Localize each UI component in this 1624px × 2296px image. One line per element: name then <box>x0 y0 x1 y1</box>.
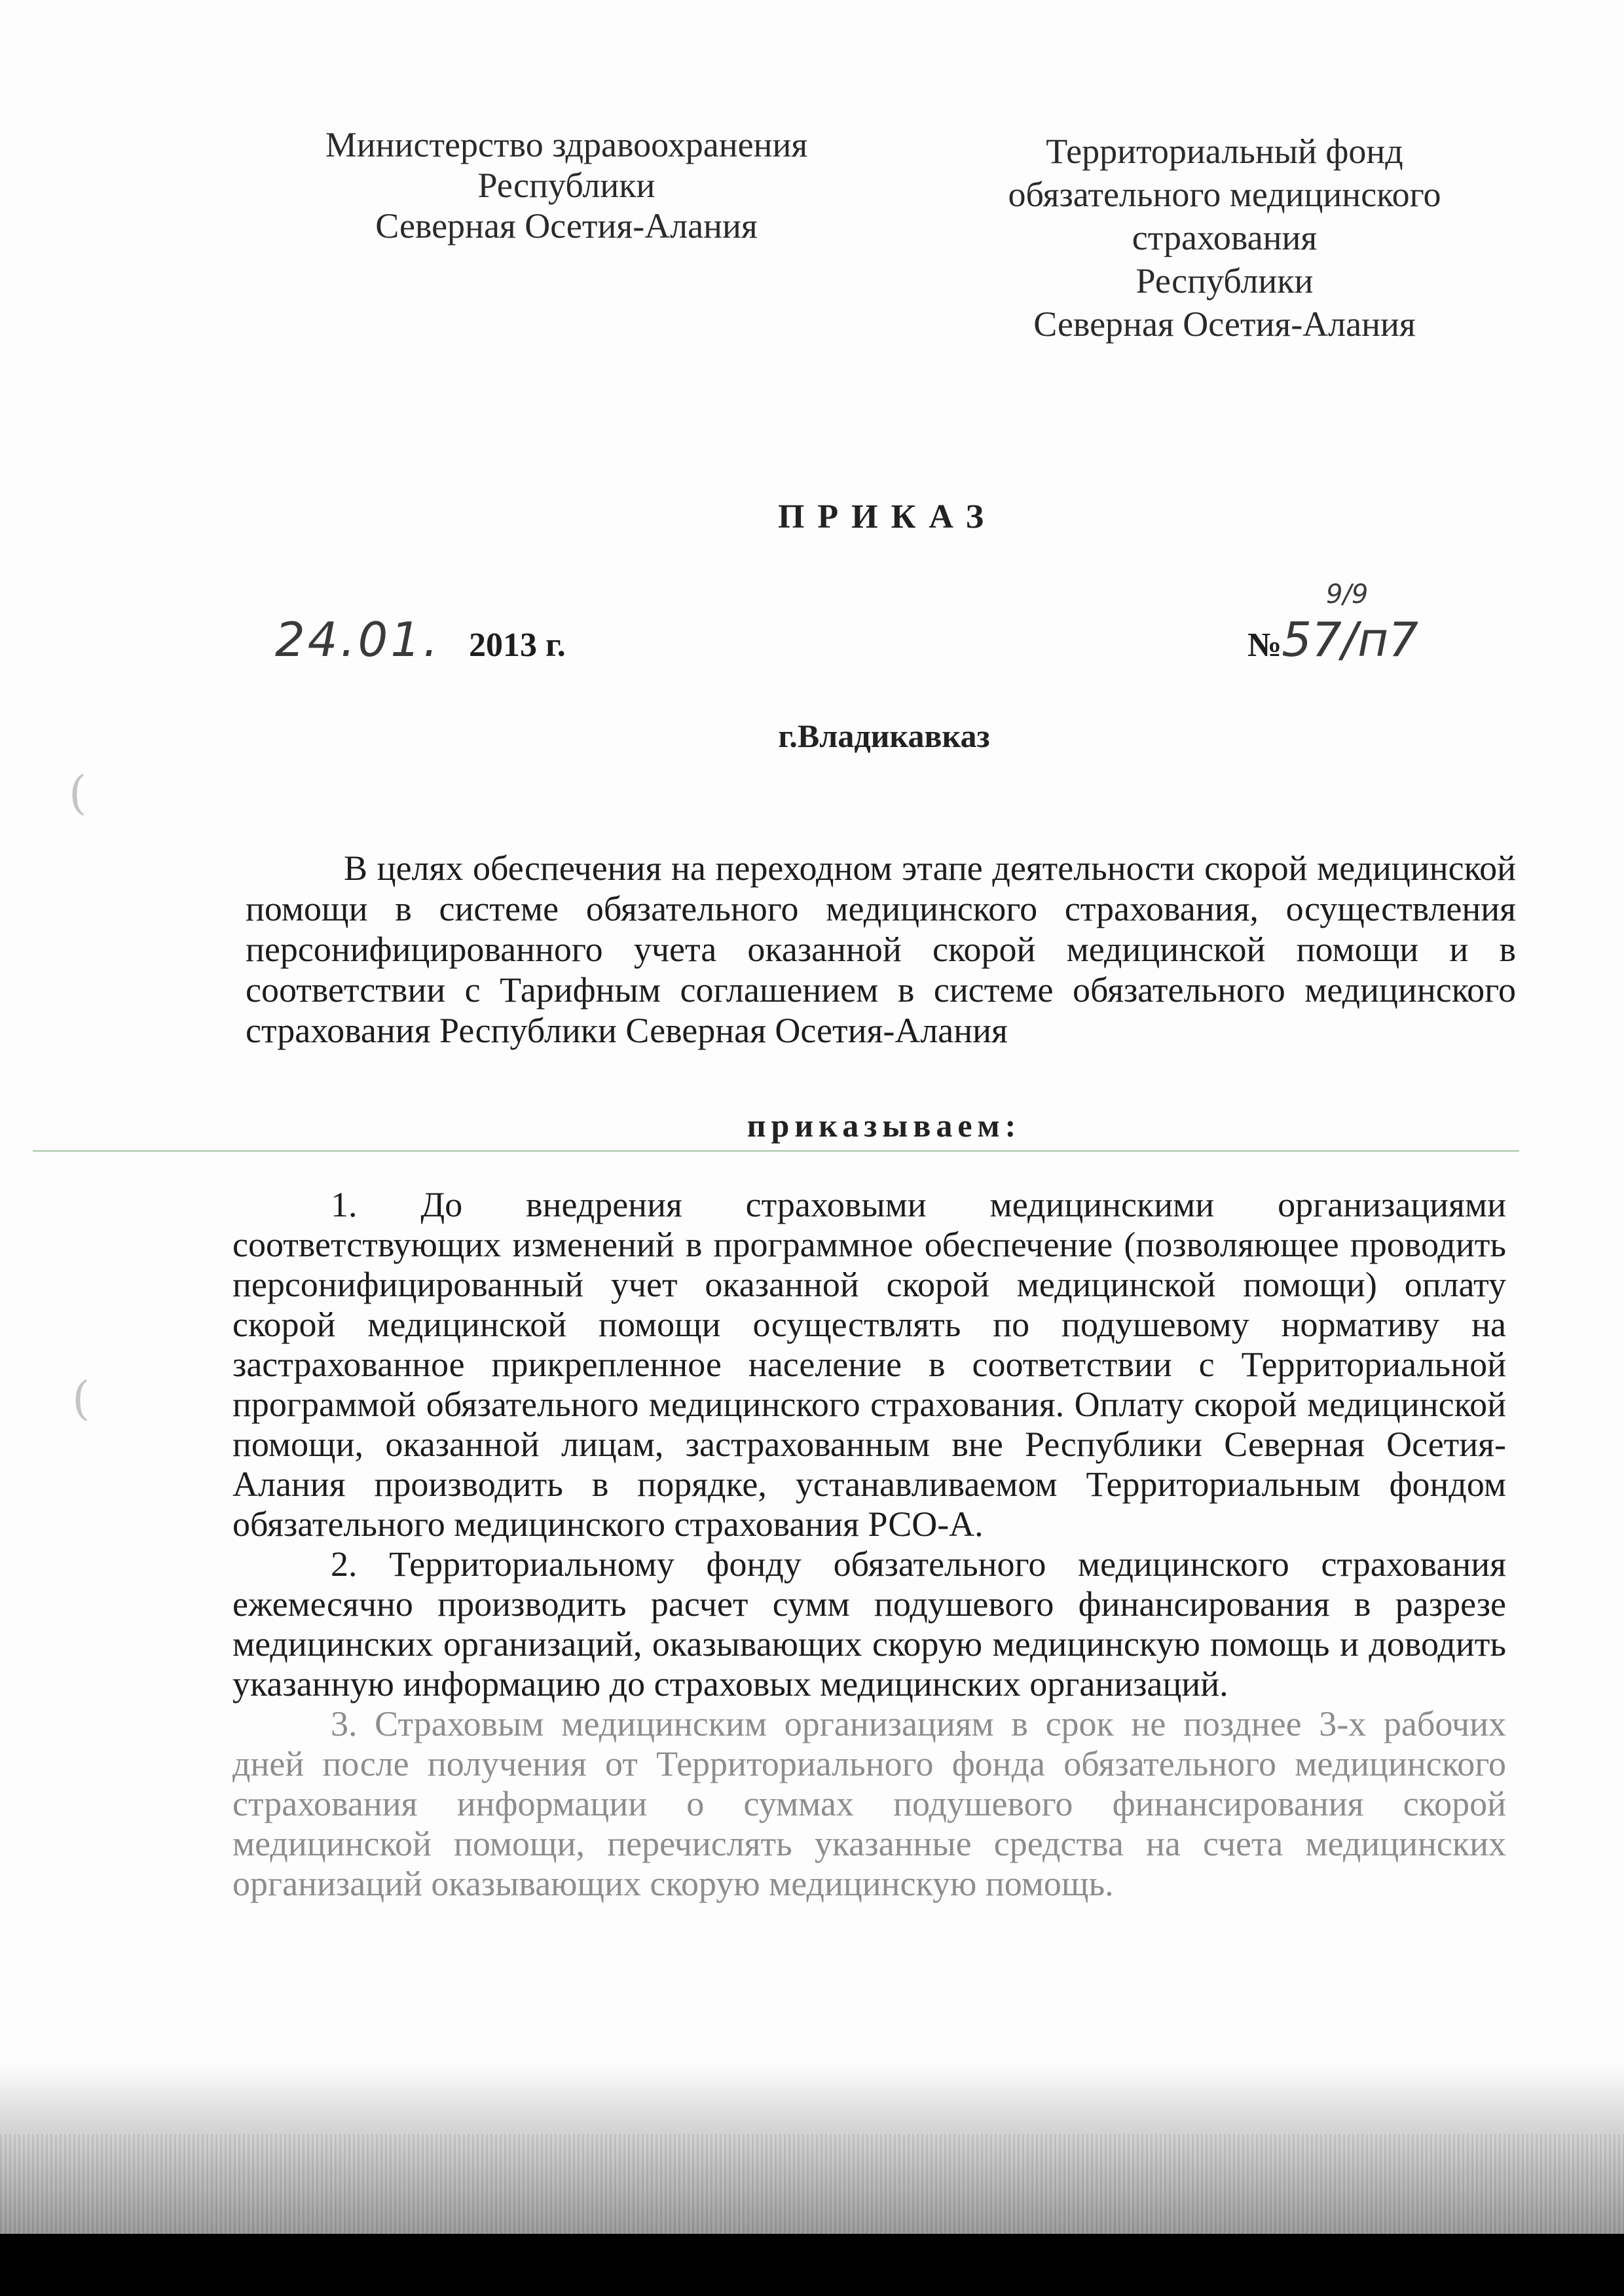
handwritten-number: 57/п7 <box>1282 612 1419 667</box>
issuer-fund-line: Территориальный фонд <box>1046 132 1403 171</box>
scan-noise <box>0 2134 1624 2239</box>
scan-bottom-edge <box>0 2234 1624 2296</box>
issuer-ministry-line: Северная Осетия-Алания <box>375 206 758 246</box>
issuer-ministry-line: Республики <box>477 166 655 205</box>
preamble <box>246 848 1516 1051</box>
issuer-fund-line: обязательного медицинского <box>1008 175 1441 214</box>
punch-hole-mark: ( <box>69 766 87 820</box>
order-number <box>1247 579 1419 667</box>
issuer-fund-line: страхования <box>1132 218 1318 257</box>
issuer-ministry-line: Министерство здравоохранения <box>325 125 808 164</box>
issuer-fund-line: Северная Осетия-Алания <box>1033 304 1416 344</box>
issuer-ministry <box>262 124 871 246</box>
issuer-fund-line: Республики <box>1135 261 1314 301</box>
handwritten-date: 24.01. <box>275 612 441 667</box>
issuer-fund <box>930 130 1519 346</box>
order-heading: приказываем: <box>747 1107 1022 1144</box>
order-item: 3. Страховым медицинским организациям в срок не позднее 3-х рабочих дней после получения от Территориального фонда обязательного медицинского страхования информации о суммах подушевого финансирования скорой медицинской помощи, перечислять указанные средства на счета медицинских организаций оказывающих скорую медицинскую помощь. <box>232 1704 1506 1903</box>
order-date <box>275 612 566 667</box>
punch-hole-mark: ( <box>72 1372 90 1425</box>
document-title: ПРИКАЗ <box>777 498 997 536</box>
city-line: г.Владикавказ <box>778 718 990 754</box>
number-symbol: № <box>1247 627 1282 664</box>
preamble-text: В целях обеспечения на переходном этапе деятельности скорой медицинской помощи в системе обязательного медицинского страхования, осуществления персонифицированного учета оказанной скорой медицинской помощи и в соответствии с Тарифным соглашением в системе обязательного медицинского страхования Республики Северная Осетия-Алания <box>246 848 1516 1050</box>
handwritten-number-superscript: 9/9 <box>1326 579 1369 610</box>
order-item: 2. Территориальному фонду обязательного медицинского страхования ежемесячно производить расчет сумм подушевого финансирования в разрезе медицинских организаций, оказывающих скорую медицинскую помощь и доводить указанную информацию до страховых медицинских организаций. <box>232 1544 1506 1704</box>
order-item: 1. До внедрения страховыми медицинскими организациями соответствующих изменений в программное обеспечение (позволяющее проводить персонифицированный учет оказанной скорой медицинской помощи) оплату скорой медицинской помощи осуществлять по подушевому нормативу на застрахованное прикрепленное население в соответствии с Территориальной программой обязательного медицинского страхования. Оплату скорой медицинской помощи, оказанной лицам, застрахованным вне Республики Северная Осетия-Алания производить в порядке, устанавливаемом Территориальным фондом обязательного медицинского страхования РСО-А. <box>232 1185 1506 1544</box>
date-year: 2013 г. <box>469 627 566 664</box>
order-items <box>232 1185 1506 1904</box>
scan-line-divider <box>33 1150 1519 1152</box>
